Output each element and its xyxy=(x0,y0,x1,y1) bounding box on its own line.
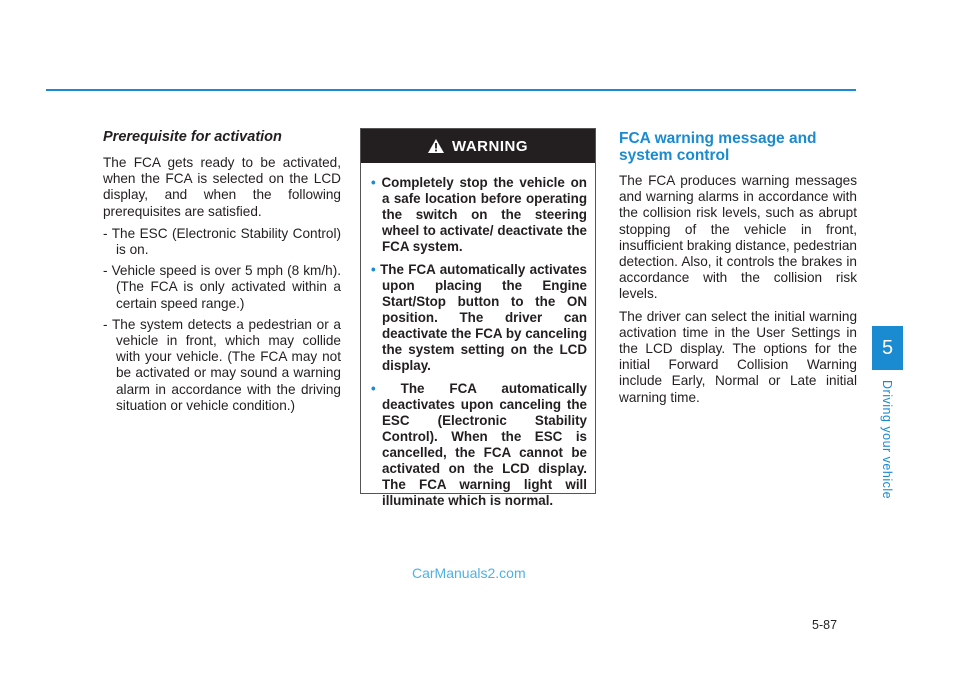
warning-box xyxy=(360,128,596,508)
fca-control-section xyxy=(619,128,857,412)
prerequisite-item: - The ESC (Electronic Stability Control) is on. xyxy=(103,225,341,258)
warning-item: • The FCA automatically activates upon placing the Engine Start/Stop button to the ON position. The driver can deactivate the FCA by canceling the system setting on the LCD display. xyxy=(371,262,587,373)
page-number: 5-87 xyxy=(812,618,838,632)
warning-header xyxy=(361,129,595,163)
bullet-icon: • xyxy=(371,175,376,190)
body-paragraph: The FCA produces warning messages and warning alarms in accordance with the collision risk levels, such as abrupt stopping of the vehicle in front, insufficient braking distance, pedestrian detection. Also, it controls the brakes in accordance with the collision risk levels. xyxy=(619,173,857,302)
section-heading: FCA warning message and system control xyxy=(619,130,817,164)
warning-title: WARNING xyxy=(452,137,528,155)
prerequisite-section xyxy=(103,128,341,419)
prerequisite-heading: Prerequisite for activation xyxy=(103,129,282,145)
chapter-label: Driving your vehicle xyxy=(880,380,894,500)
body-paragraph: The driver can select the initial warning activation time in the User Settings in the LCD display. The options for the initial Forward Collision Warning include Early, Normal or Late initial warning time. xyxy=(619,308,857,405)
warning-item: • The FCA automatically deactivates upon canceling the ESC (Electronic Stability Control). When the ESC is cancelled, the FCA cannot be activated on the LCD display. The FCA warning light will illuminate which is normal. xyxy=(371,381,587,508)
chapter-tab: 5 xyxy=(872,326,903,370)
bullet-icon: • xyxy=(371,381,376,396)
prerequisite-item: - Vehicle speed is over 5 mph (8 km/h). (The FCA is only activated within a certain speed range.) xyxy=(103,263,341,311)
prerequisite-intro: The FCA gets ready to be activated, when the FCA is selected on the LCD display, and when the following prerequisites are satisfied. xyxy=(103,155,341,219)
warning-triangle-icon xyxy=(428,139,444,153)
warning-item: • Completely stop the vehicle on a safe location before operating the switch on the steering wheel to activate/ deactivate the FCA system. xyxy=(371,175,587,254)
bullet-icon: • xyxy=(371,262,376,277)
warning-list xyxy=(361,163,595,509)
top-rule xyxy=(46,89,856,91)
prerequisite-item: - The system detects a pedestrian or a vehicle in front, which may collide with your vehicle. (The FCA may not be activated or may sound a warning alarm in accordance with the driving situation or vehicle condition.) xyxy=(103,316,341,413)
watermark: CarManuals2.com xyxy=(412,565,526,581)
